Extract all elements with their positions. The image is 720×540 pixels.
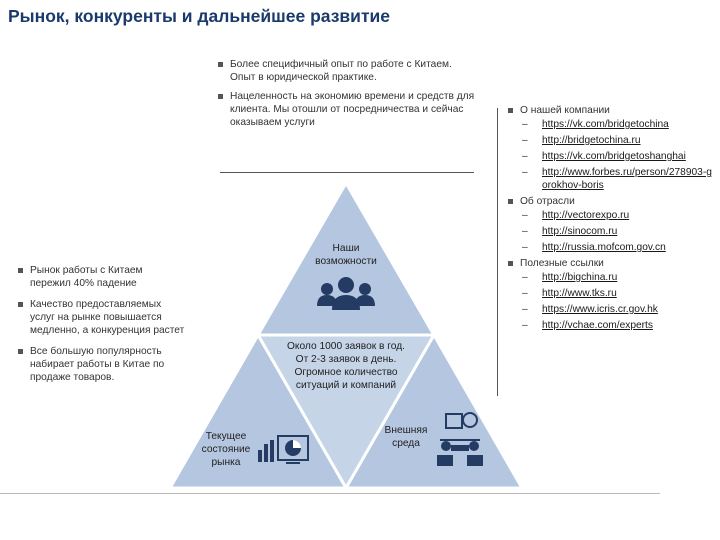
left-bullet: Рынок работы с Китаем пережил 40% падение xyxy=(16,264,186,290)
dash: – xyxy=(522,288,528,299)
triangle-top-label: Наши возможности xyxy=(315,243,377,267)
dash: – xyxy=(522,320,528,331)
company-link[interactable]: https://vk.com/bridgetoshanghai xyxy=(542,151,686,162)
triangle-bottom-right-label: Внешняя среда xyxy=(384,425,428,449)
left-bullet: Все большую популярность набирает работы в Китае по продаже товаров. xyxy=(16,345,186,384)
company-link[interactable]: https://vk.com/bridgetochina xyxy=(542,119,669,130)
triangle-bottom-left-label: Текущее состояние рынка xyxy=(201,431,251,468)
useful-links-heading: Полезные ссылки xyxy=(506,257,716,270)
about-industry-heading: Об отрасли xyxy=(506,195,716,208)
dash: – xyxy=(522,119,528,130)
about-company-heading: О нашей компании xyxy=(506,104,716,117)
dash: – xyxy=(522,304,528,315)
left-bullet: Качество предоставляемых услуг на рынке повышается медленно, а конкуренция растет xyxy=(16,298,186,337)
company-link[interactable]: http://bridgetochina.ru xyxy=(542,135,641,146)
page-title: Рынок, конкуренты и дальнейшее развитие xyxy=(8,6,391,26)
top-bullet: Нацеленность на экономию времени и средств для клиента. Мы отошли от посредничества и сейчас оказываем услуги xyxy=(216,90,478,129)
useful-link[interactable]: http://www.tks.ru xyxy=(542,288,617,299)
dash: – xyxy=(522,210,528,221)
industry-link[interactable]: http://russia.mofcom.gov.cn xyxy=(542,242,666,253)
industry-link[interactable]: http://sinocom.ru xyxy=(542,226,618,237)
triangle-center-label: Около 1000 заявок в год. От 2-3 заявок в день. Огромное количество ситуаций и компаний xyxy=(286,341,406,391)
dash: – xyxy=(522,272,528,283)
top-bullet: Более специфичный опыт по работе с Китаем. Опыт в юридической практике. xyxy=(216,58,478,84)
industry-link[interactable]: http://vectorexpo.ru xyxy=(542,210,630,221)
dash: – xyxy=(522,135,528,146)
dash: – xyxy=(522,151,528,162)
useful-link[interactable]: http://vchae.com/experts xyxy=(542,320,653,331)
useful-link[interactable]: http://bigchina.ru xyxy=(542,272,618,283)
dash: – xyxy=(522,242,528,253)
dash: – xyxy=(522,167,528,178)
dash: – xyxy=(522,226,528,237)
useful-link[interactable]: https://www.icris.cr.gov.hk xyxy=(542,304,658,315)
company-link[interactable]: http://www.forbes.ru/person/278903-gorokhov-boris xyxy=(542,167,712,191)
